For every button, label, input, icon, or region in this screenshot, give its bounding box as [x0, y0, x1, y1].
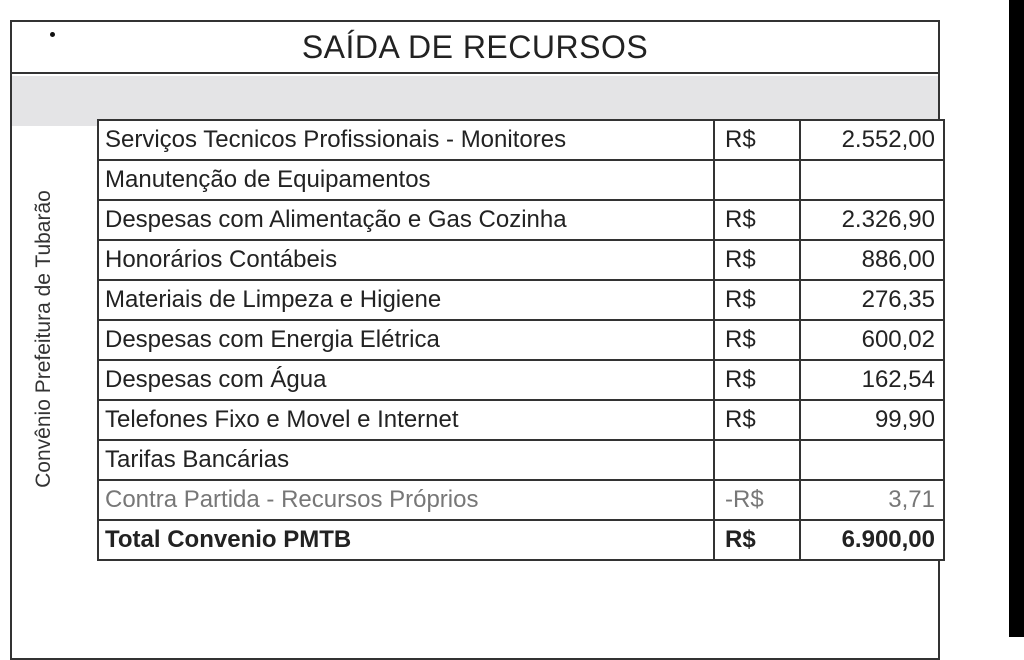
- expense-table: [97, 119, 945, 561]
- row-description: Despesas com Energia Elétrica: [98, 320, 714, 360]
- row-description: Materiais de Limpeza e Higiene: [98, 280, 714, 320]
- row-currency: R$: [714, 400, 800, 440]
- side-label: Convênio Prefeitura de Tubarão: [32, 190, 55, 488]
- row-amount: 99,90: [800, 400, 944, 440]
- total-amount: 6.900,00: [800, 520, 944, 560]
- row-amount: 886,00: [800, 240, 944, 280]
- row-amount: 276,35: [800, 280, 944, 320]
- table-row: [98, 360, 944, 400]
- row-description: Despesas com Água: [98, 360, 714, 400]
- row-amount: [800, 440, 944, 480]
- table-row: [98, 200, 944, 240]
- row-description: Tarifas Bancárias: [98, 440, 714, 480]
- screen-edge: [1009, 0, 1024, 637]
- row-currency: R$: [714, 120, 800, 160]
- total-row: [98, 520, 944, 560]
- row-currency: [714, 440, 800, 480]
- row-currency: -R$: [714, 480, 800, 520]
- row-amount: 162,54: [800, 360, 944, 400]
- table-row: [98, 480, 944, 520]
- row-description: Serviços Tecnicos Profissionais - Monitores: [98, 120, 714, 160]
- row-amount: 2.326,90: [800, 200, 944, 240]
- row-currency: R$: [714, 280, 800, 320]
- ink-dot: [50, 32, 55, 37]
- table-row: [98, 160, 944, 200]
- row-amount: [800, 160, 944, 200]
- row-amount: 3,71: [800, 480, 944, 520]
- row-currency: R$: [714, 360, 800, 400]
- document-frame: [10, 20, 940, 660]
- document-title: SAÍDA DE RECURSOS: [12, 22, 938, 74]
- table-row: [98, 400, 944, 440]
- row-description: Manutenção de Equipamentos: [98, 160, 714, 200]
- row-amount: 2.552,00: [800, 120, 944, 160]
- table-row: [98, 320, 944, 360]
- row-description: Honorários Contábeis: [98, 240, 714, 280]
- row-currency: R$: [714, 200, 800, 240]
- table-row: [98, 240, 944, 280]
- row-amount: 600,02: [800, 320, 944, 360]
- row-description: Telefones Fixo e Movel e Internet: [98, 400, 714, 440]
- row-currency: R$: [714, 240, 800, 280]
- row-currency: R$: [714, 320, 800, 360]
- table-row: [98, 120, 944, 160]
- total-description: Total Convenio PMTB: [98, 520, 714, 560]
- table-row: [98, 280, 944, 320]
- row-description: Contra Partida - Recursos Próprios: [98, 480, 714, 520]
- table-row: [98, 440, 944, 480]
- row-description: Despesas com Alimentação e Gas Cozinha: [98, 200, 714, 240]
- row-currency: [714, 160, 800, 200]
- total-currency: R$: [714, 520, 800, 560]
